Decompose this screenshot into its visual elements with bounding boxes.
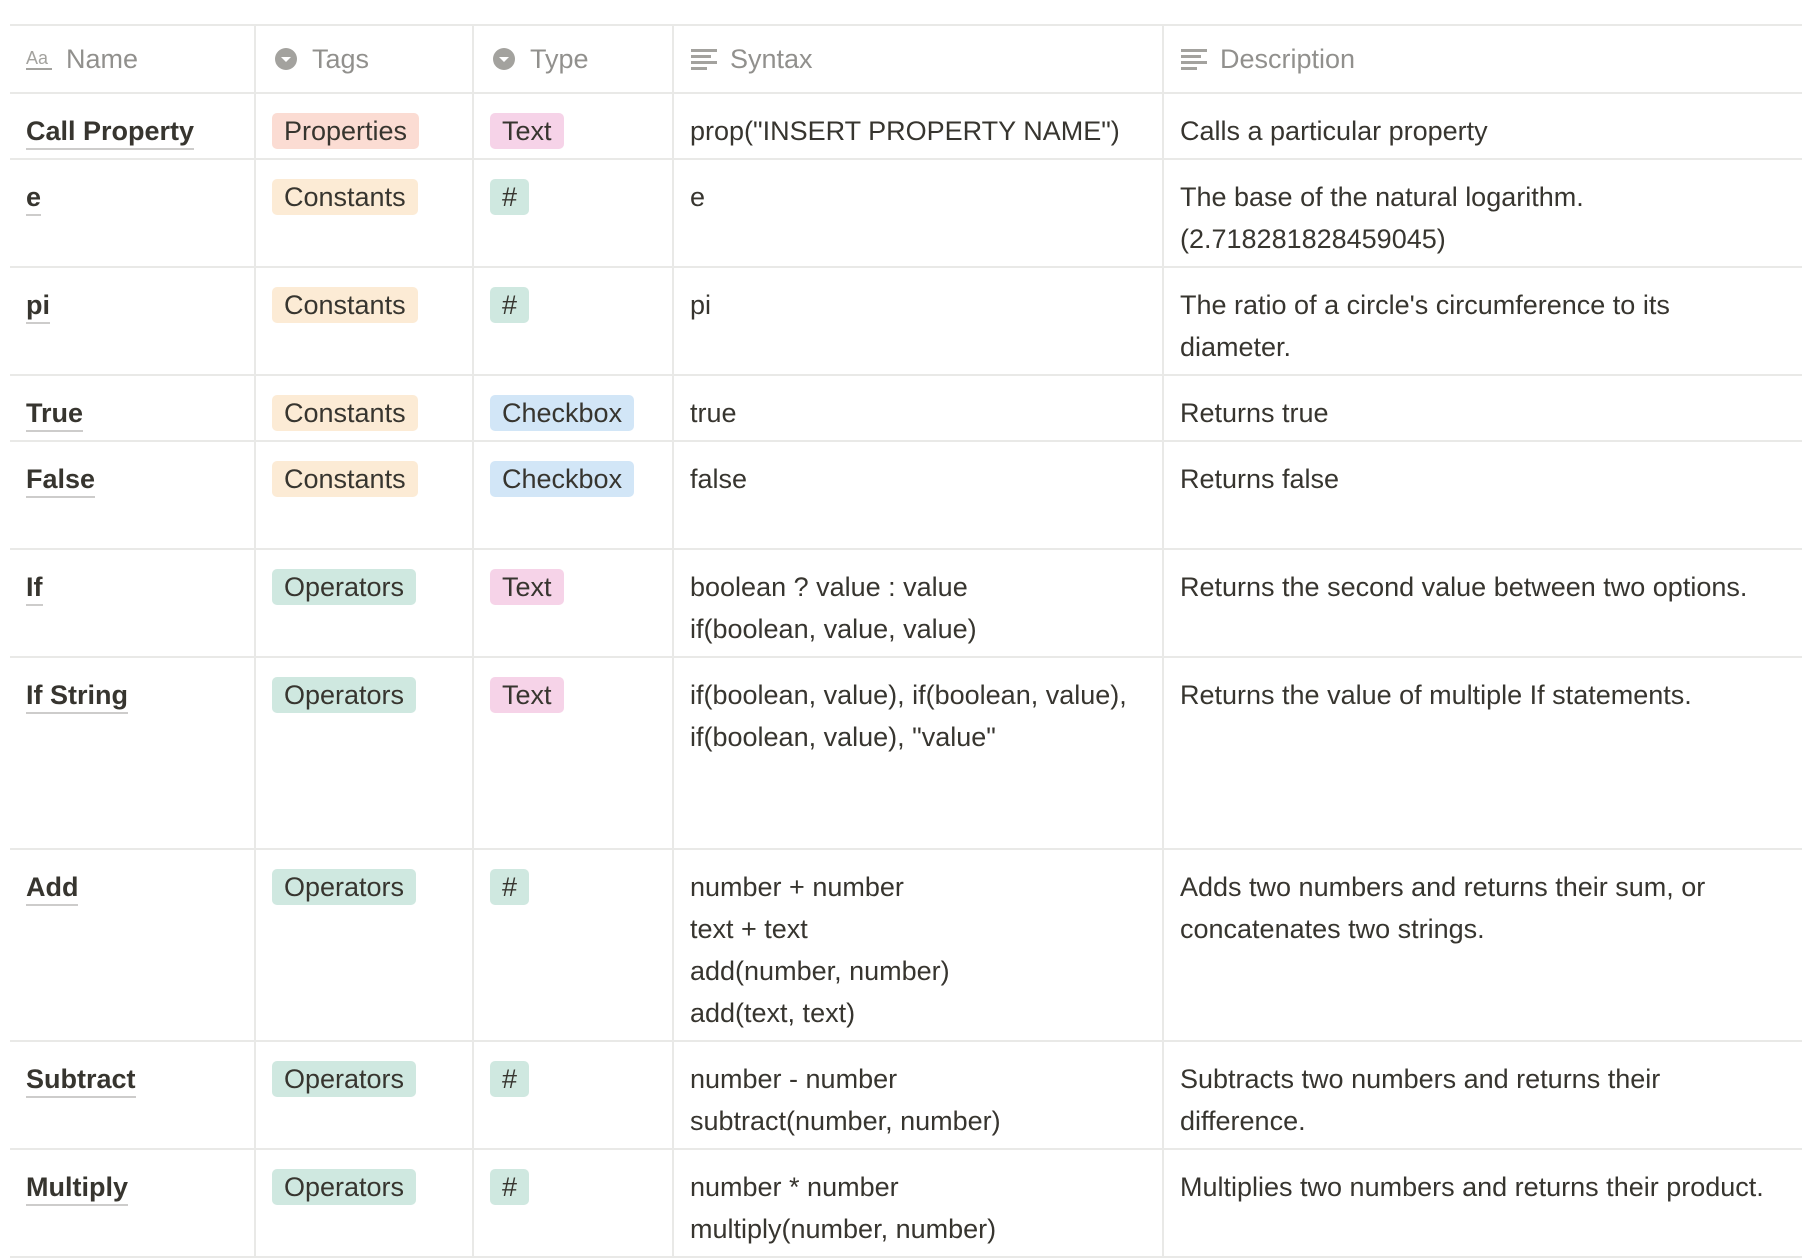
description-text: Returns true: [1180, 398, 1329, 428]
tags-cell[interactable]: [256, 376, 474, 440]
tags-cell[interactable]: [256, 658, 474, 848]
name-cell[interactable]: [10, 442, 256, 548]
description-text: Returns the second value between two options.: [1180, 572, 1748, 602]
type-cell[interactable]: [474, 160, 674, 266]
column-header-label: Name: [66, 44, 139, 74]
table-body: [10, 94, 1802, 1258]
tag-badge: Properties: [272, 113, 419, 149]
tag-badge: Operators: [272, 1169, 416, 1205]
tag-badge: Operators: [272, 1061, 416, 1097]
name-cell[interactable]: [10, 1042, 256, 1148]
syntax-text: number * number multiply(number, number): [690, 1172, 997, 1244]
name-cell[interactable]: [10, 658, 256, 848]
column-header-type[interactable]: [474, 26, 674, 92]
table-header-row: [10, 26, 1802, 94]
table-row[interactable]: [10, 442, 1802, 550]
text-lines-icon: [690, 45, 718, 73]
tags-cell[interactable]: [256, 442, 474, 548]
description-cell[interactable]: [1164, 550, 1802, 656]
name-cell[interactable]: [10, 94, 256, 158]
description-cell[interactable]: [1164, 850, 1802, 1040]
syntax-cell[interactable]: [674, 376, 1164, 440]
syntax-text: e: [690, 182, 706, 212]
type-badge: #: [490, 1169, 529, 1205]
row-title-link[interactable]: If String: [26, 678, 128, 714]
syntax-text: boolean ? value : value if(boolean, value, value): [690, 572, 977, 644]
description-text: Adds two numbers and returns their sum, or concatenates two strings.: [1180, 872, 1706, 944]
tag-badge: Constants: [272, 395, 418, 431]
tags-cell[interactable]: [256, 550, 474, 656]
select-circle-icon: [490, 45, 518, 73]
syntax-cell[interactable]: [674, 1042, 1164, 1148]
syntax-text: number + number text + text add(number, number) add(text, text): [690, 872, 950, 1028]
name-cell[interactable]: [10, 1150, 256, 1256]
type-badge: Text: [490, 677, 564, 713]
name-cell[interactable]: [10, 376, 256, 440]
tag-badge: Constants: [272, 287, 418, 323]
table-row[interactable]: [10, 850, 1802, 1042]
description-text: The ratio of a circle's circumference to its diameter.: [1180, 290, 1670, 362]
description-text: Returns false: [1180, 464, 1340, 494]
name-cell[interactable]: [10, 160, 256, 266]
type-badge: #: [490, 869, 529, 905]
type-cell[interactable]: [474, 850, 674, 1040]
row-title-link[interactable]: True: [26, 396, 83, 432]
formula-table: [10, 24, 1802, 1258]
syntax-text: true: [690, 398, 737, 428]
description-text: The base of the natural logarithm. (2.718281828459045): [1180, 182, 1584, 254]
column-header-label: Syntax: [730, 44, 813, 74]
type-badge: #: [490, 179, 529, 215]
syntax-cell[interactable]: [674, 268, 1164, 374]
description-cell[interactable]: [1164, 160, 1802, 266]
description-cell[interactable]: [1164, 442, 1802, 548]
syntax-cell[interactable]: [674, 1150, 1164, 1256]
description-cell[interactable]: [1164, 1150, 1802, 1256]
table-row[interactable]: [10, 1150, 1802, 1258]
syntax-cell[interactable]: [674, 850, 1164, 1040]
row-title-link[interactable]: False: [26, 462, 95, 498]
syntax-cell[interactable]: [674, 550, 1164, 656]
tags-cell[interactable]: [256, 94, 474, 158]
tags-cell[interactable]: [256, 1042, 474, 1148]
syntax-text: if(boolean, value), if(boolean, value), if(boolean, value), "value": [690, 680, 1127, 752]
row-title-link[interactable]: Multiply: [26, 1170, 128, 1206]
type-cell[interactable]: [474, 442, 674, 548]
description-text: Subtracts two numbers and returns their difference.: [1180, 1064, 1661, 1136]
name-cell[interactable]: [10, 268, 256, 374]
table-row[interactable]: [10, 94, 1802, 160]
row-title-link[interactable]: e: [26, 180, 41, 216]
tag-badge: Constants: [272, 179, 418, 215]
tag-badge: Operators: [272, 869, 416, 905]
description-cell[interactable]: [1164, 94, 1802, 158]
syntax-text: number - number subtract(number, number): [690, 1064, 1001, 1136]
select-circle-icon: [272, 45, 300, 73]
type-badge: Checkbox: [490, 395, 634, 431]
type-cell[interactable]: [474, 658, 674, 848]
column-header-tags[interactable]: [256, 26, 474, 92]
syntax-text: pi: [690, 290, 712, 320]
column-header-syntax[interactable]: [674, 26, 1164, 92]
tag-badge: Operators: [272, 677, 416, 713]
column-header-description[interactable]: [1164, 26, 1802, 92]
text-aa-icon: [26, 45, 54, 73]
row-title-link[interactable]: Call Property: [26, 114, 194, 150]
table-row[interactable]: [10, 268, 1802, 376]
description-cell[interactable]: [1164, 1042, 1802, 1148]
table-row[interactable]: [10, 376, 1802, 442]
tag-badge: Operators: [272, 569, 416, 605]
row-title-link[interactable]: Add: [26, 870, 78, 906]
type-cell[interactable]: [474, 376, 674, 440]
syntax-cell[interactable]: [674, 658, 1164, 848]
type-cell[interactable]: [474, 1150, 674, 1256]
description-text: Calls a particular property: [1180, 116, 1488, 146]
row-title-link[interactable]: Subtract: [26, 1062, 136, 1098]
type-cell[interactable]: [474, 268, 674, 374]
syntax-text: prop("INSERT PROPERTY NAME"): [690, 116, 1120, 146]
column-header-name[interactable]: [10, 26, 256, 92]
type-badge: Text: [490, 113, 564, 149]
description-cell[interactable]: [1164, 268, 1802, 374]
column-header-label: Type: [530, 44, 589, 74]
tag-badge: Constants: [272, 461, 418, 497]
column-header-label: Description: [1220, 44, 1356, 74]
type-cell[interactable]: [474, 94, 674, 158]
type-badge: Checkbox: [490, 461, 634, 497]
syntax-cell[interactable]: [674, 94, 1164, 158]
description-text: Multiplies two numbers and returns their product.: [1180, 1172, 1764, 1202]
name-cell[interactable]: [10, 850, 256, 1040]
type-badge: #: [490, 287, 529, 323]
description-text: Returns the value of multiple If statements.: [1180, 680, 1692, 710]
table-row[interactable]: [10, 1042, 1802, 1150]
syntax-text: false: [690, 464, 748, 494]
svg-text:Aa: Aa: [26, 48, 49, 68]
type-cell[interactable]: [474, 550, 674, 656]
tags-cell[interactable]: [256, 160, 474, 266]
column-header-label: Tags: [312, 44, 370, 74]
name-cell[interactable]: [10, 550, 256, 656]
syntax-cell[interactable]: [674, 160, 1164, 266]
table-row[interactable]: [10, 550, 1802, 658]
type-cell[interactable]: [474, 1042, 674, 1148]
syntax-cell[interactable]: [674, 442, 1164, 548]
tags-cell[interactable]: [256, 268, 474, 374]
text-lines-icon: [1180, 45, 1208, 73]
table-row[interactable]: [10, 658, 1802, 850]
type-badge: #: [490, 1061, 529, 1097]
tags-cell[interactable]: [256, 850, 474, 1040]
tags-cell[interactable]: [256, 1150, 474, 1256]
description-cell[interactable]: [1164, 658, 1802, 848]
row-title-link[interactable]: pi: [26, 288, 50, 324]
row-title-link[interactable]: If: [26, 570, 43, 606]
table-row[interactable]: [10, 160, 1802, 268]
description-cell[interactable]: [1164, 376, 1802, 440]
type-badge: Text: [490, 569, 564, 605]
